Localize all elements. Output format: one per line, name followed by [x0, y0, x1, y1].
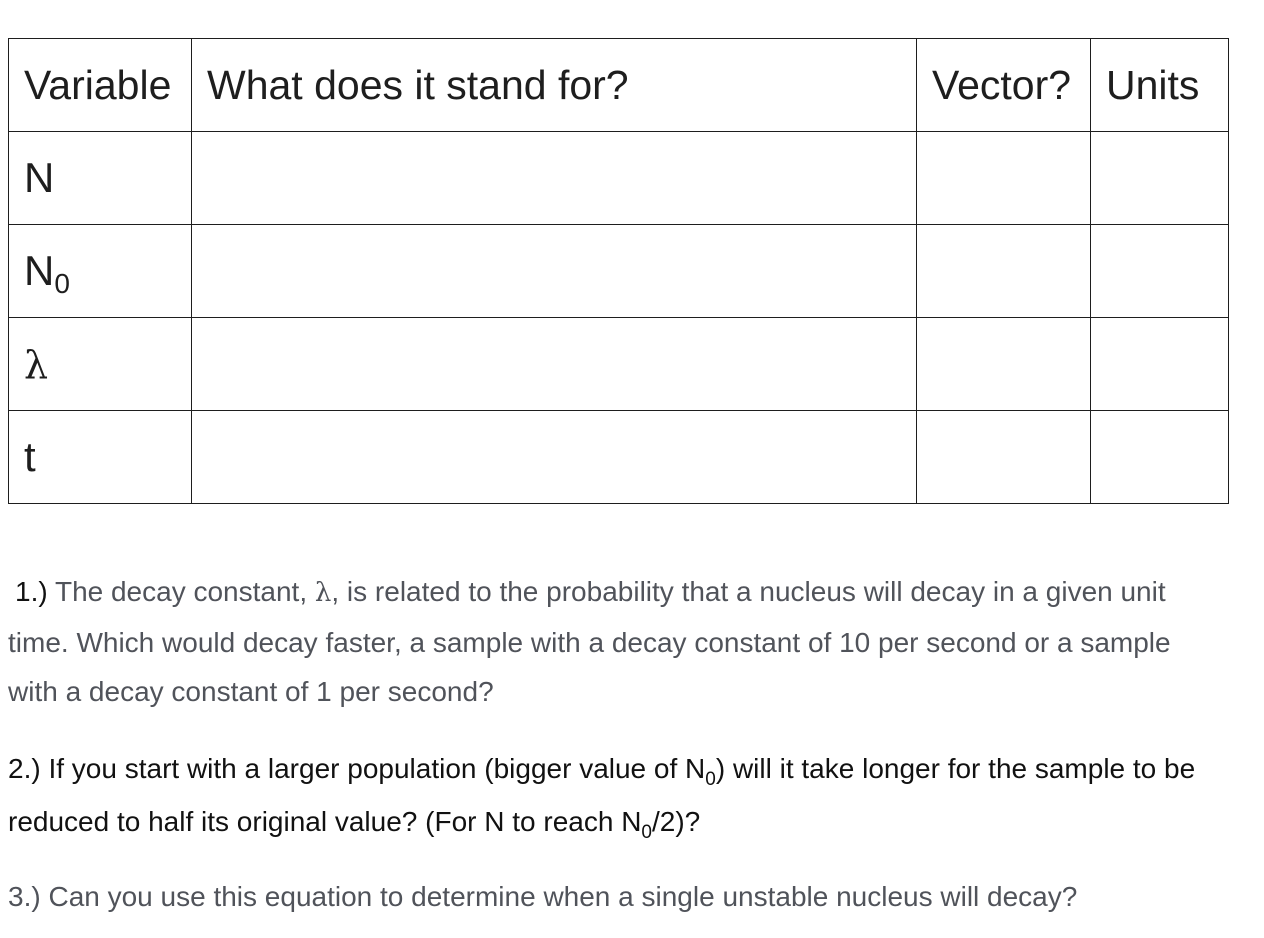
units-cell[interactable] [1091, 411, 1229, 504]
variable-cell [9, 318, 192, 411]
variable-symbol: N [24, 247, 55, 294]
variable-cell [9, 225, 192, 318]
header-vector: Vector? [917, 39, 1091, 132]
table-header-row [9, 39, 1229, 132]
meaning-cell[interactable] [192, 411, 917, 504]
vector-cell[interactable] [917, 411, 1091, 504]
variable-symbol: λ [24, 343, 49, 387]
header-units: Units [1091, 39, 1229, 132]
units-cell[interactable] [1091, 225, 1229, 318]
variable-cell [9, 411, 192, 504]
question-number: 3.) [8, 881, 41, 912]
meaning-cell[interactable] [192, 318, 917, 411]
meaning-cell[interactable] [192, 225, 917, 318]
subscript: 0 [641, 822, 652, 843]
question-2 [8, 744, 1228, 850]
table-row [9, 318, 1229, 411]
question-text: The decay constant, [47, 576, 315, 607]
lambda-symbol: λ [314, 578, 332, 608]
vector-cell[interactable] [917, 132, 1091, 225]
table-row [9, 225, 1229, 318]
units-cell[interactable] [1091, 318, 1229, 411]
question-1 [8, 567, 1228, 716]
header-variable: Variable [9, 39, 192, 132]
table-row [9, 132, 1229, 225]
variable-cell [9, 132, 192, 225]
table-row [9, 411, 1229, 504]
variable-symbol: t [24, 433, 36, 480]
question-text: If you start with a larger population (bigger value of N [40, 753, 706, 784]
header-meaning: What does it stand for? [192, 39, 917, 132]
variables-table [8, 38, 1229, 504]
question-3 [8, 872, 1228, 921]
question-number: 2.) [8, 753, 41, 784]
vector-cell[interactable] [917, 225, 1091, 318]
units-cell[interactable] [1091, 132, 1229, 225]
vector-cell[interactable] [917, 318, 1091, 411]
question-text: Can you use this equation to determine when a single unstable nucleus will decay? [40, 881, 1078, 912]
variable-subscript: 0 [54, 268, 70, 299]
question-text: , is related to the probability that a nucleus will decay in a given unit time. Which would decay faster, a sample with a decay constant of 10 per second or a sample with a decay constant of 1 per second? [8, 576, 1171, 707]
subscript: 0 [705, 769, 716, 790]
variable-symbol: N [24, 154, 55, 201]
question-text: ) will it take longer for the sample to be reduced to half its original value? (For N to reach N [8, 753, 1196, 837]
meaning-cell[interactable] [192, 132, 917, 225]
question-number: 1.) [15, 576, 48, 607]
question-text: /2)? [652, 806, 701, 837]
